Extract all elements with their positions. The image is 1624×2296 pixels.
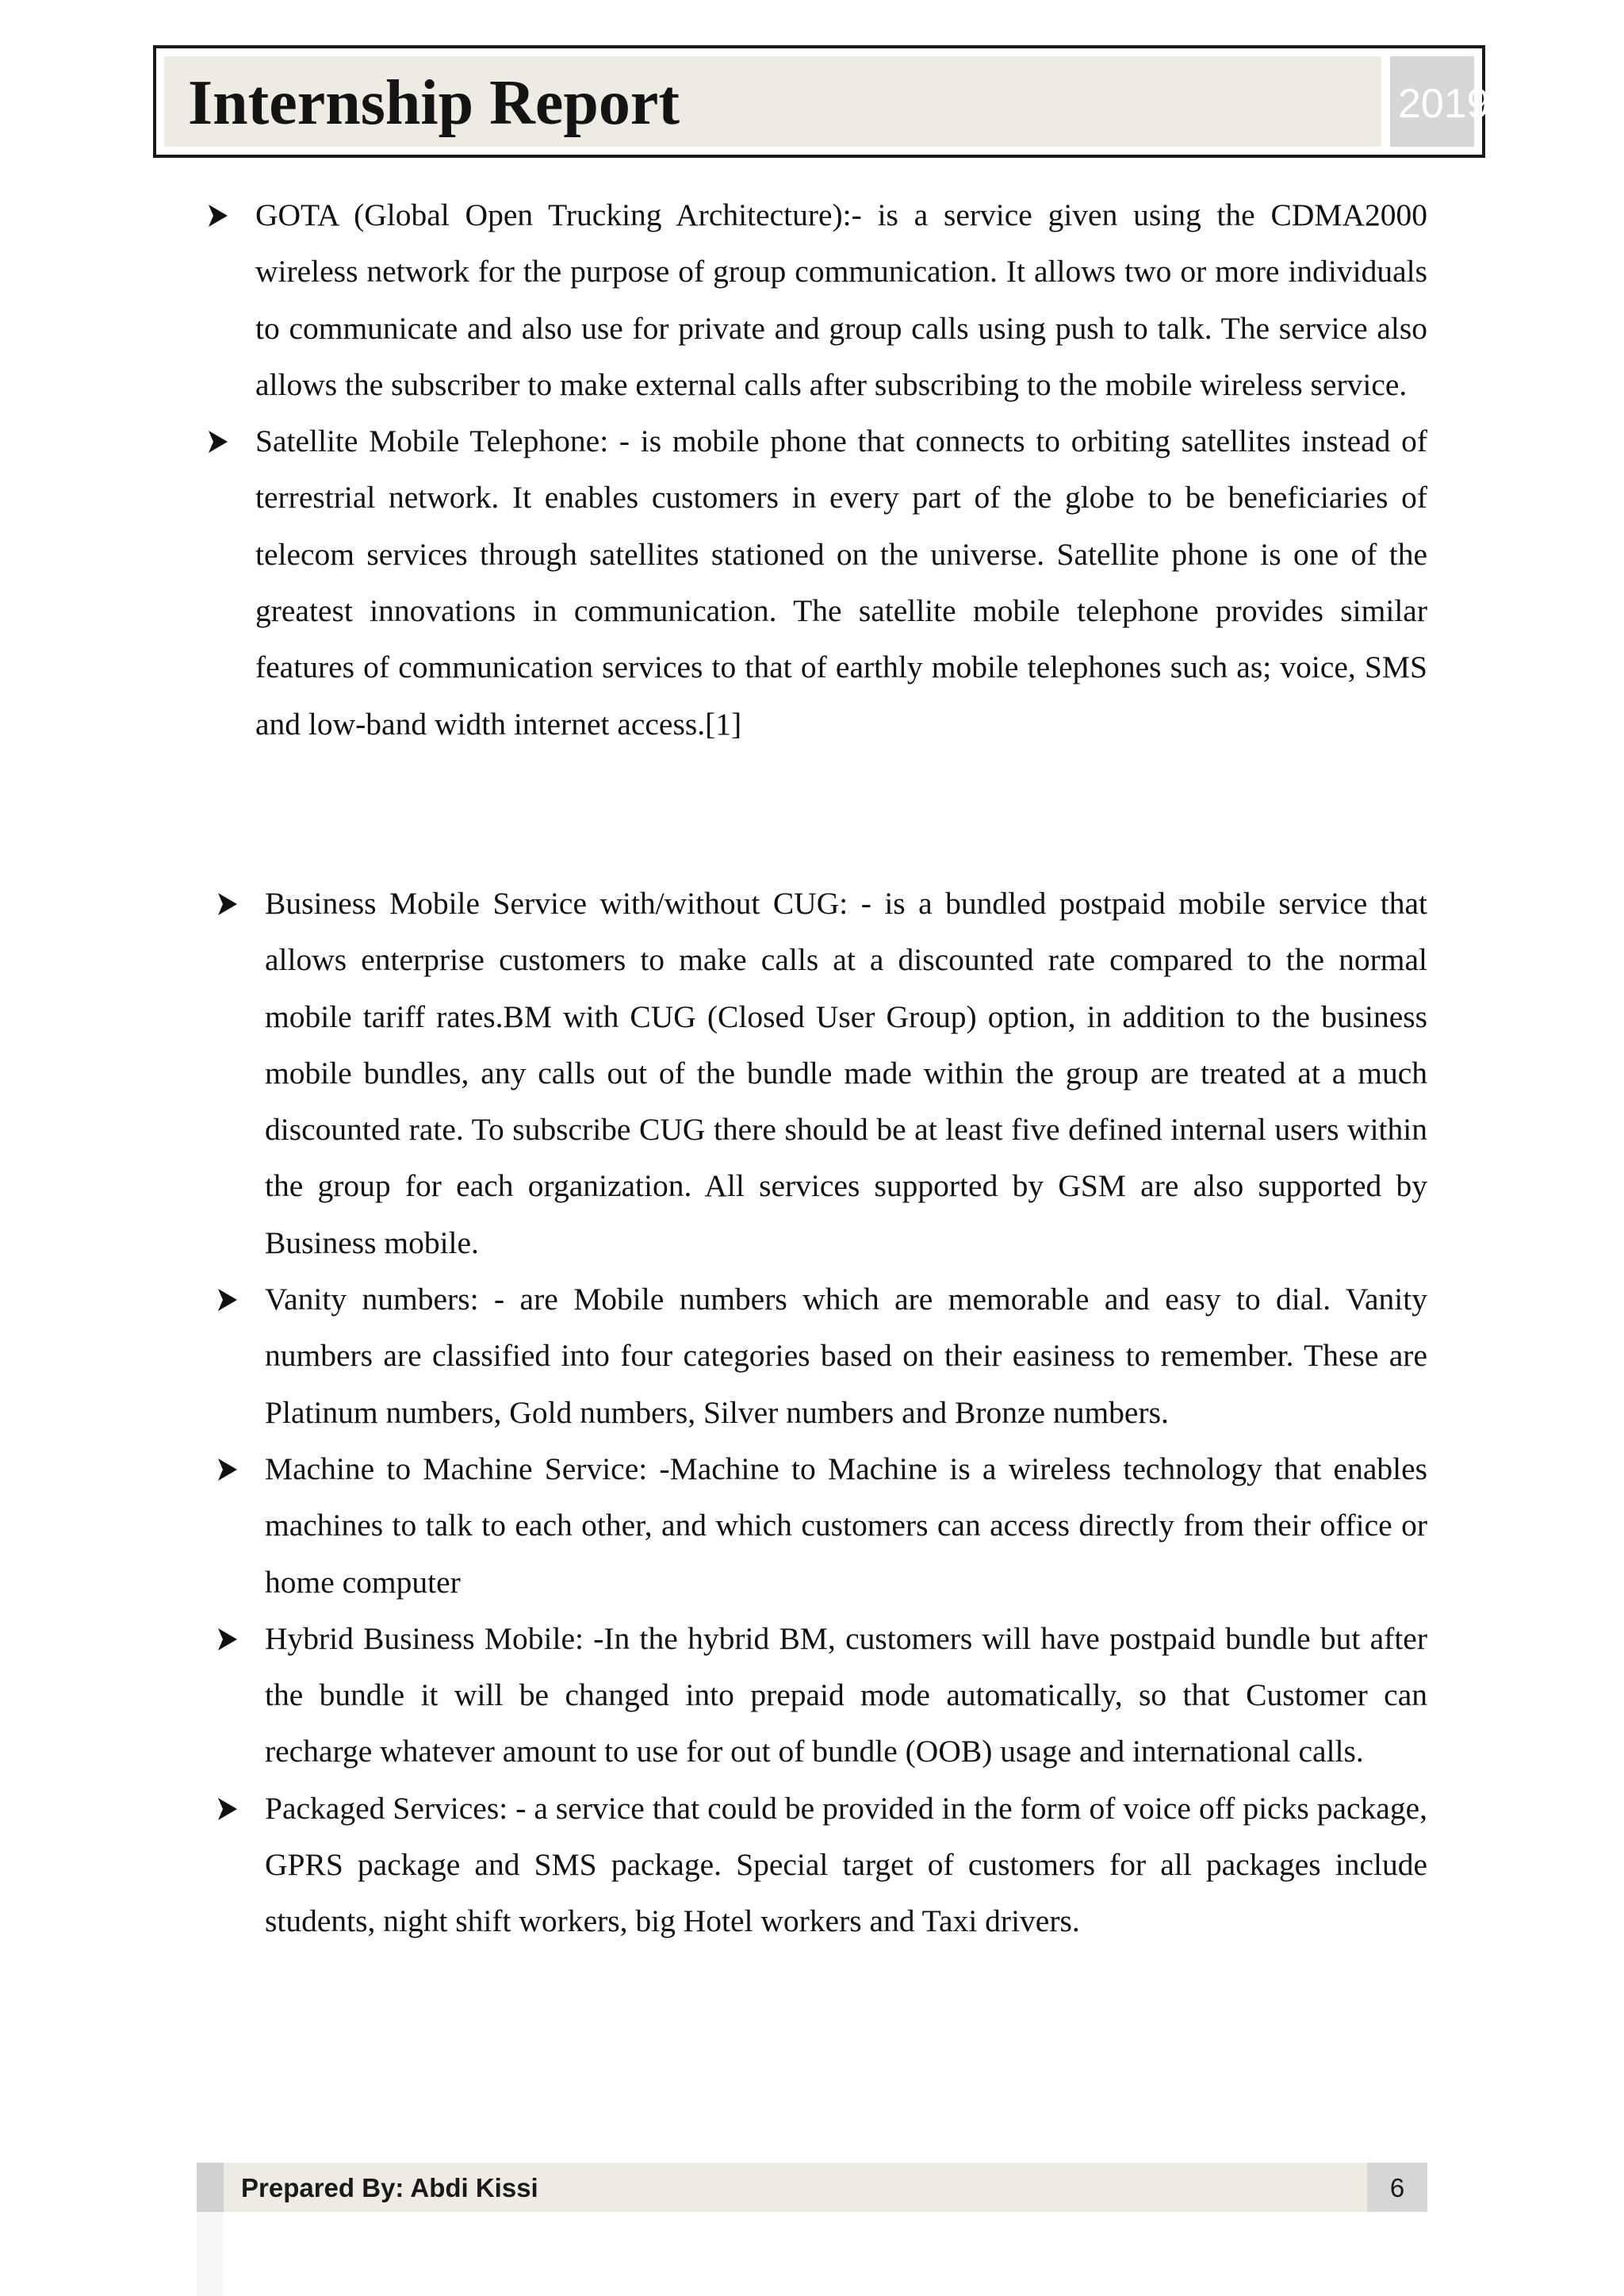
footer-page-box xyxy=(1367,2163,1427,2212)
bullet-text: Machine to Machine Service: -Machine to Machine is a wireless technology that enables machines to talk to each other, and which customers can access directly from their office or home computer xyxy=(265,1451,1427,1600)
footer-prepared-by: Prepared By: Abdi Kissi xyxy=(241,2173,538,2202)
footer-accent-shadow xyxy=(197,2212,224,2296)
bullet-item-satellite-mobile xyxy=(206,413,1427,753)
bullet-text: Packaged Services: - a service that could be provided in the form of voice off picks package, GPRS package and SMS package. Special target of customers for all packages include students, night shift workers, big Hotel workers and Taxi drivers. xyxy=(265,1790,1427,1939)
bullet-list-services-2 xyxy=(216,876,1427,1950)
bullet-item-business-mobile xyxy=(216,876,1427,1271)
arrowhead-bullet-icon xyxy=(216,1611,247,1667)
arrowhead-bullet-icon xyxy=(216,1441,247,1497)
document-year: 2019 xyxy=(1398,81,1490,127)
bullet-text: GOTA (Global Open Trucking Architecture):- is a service given using the CDMA2000 wireless network for the purpose of group communication. It allows two or more individuals to communicate and also use for private and group calls using push to talk. The service also allows the subscriber to make external calls after subscribing to the mobile wireless service. xyxy=(255,197,1427,402)
arrowhead-bullet-icon xyxy=(216,1780,247,1837)
header-title-box xyxy=(164,56,1381,147)
page-header xyxy=(153,45,1490,158)
page-number: 6 xyxy=(1389,2173,1405,2202)
header-year-box xyxy=(1390,56,1490,147)
footer-accent-bar xyxy=(197,2163,224,2212)
arrowhead-bullet-icon xyxy=(216,876,247,932)
bullet-text: Vanity numbers: - are Mobile numbers which are memorable and easy to dial. Vanity numbers are classified into four categories based on their easiness to remember. These are Platinum numbers, Gold numbers, Silver numbers and Bronze numbers. xyxy=(265,1282,1427,1430)
bullet-item-hybrid-business-mobile xyxy=(216,1611,1427,1780)
bullet-text: Hybrid Business Mobile: -In the hybrid BM, customers will have postpaid bundle but after the bundle it will be changed into prepaid mode automatically, so that Customer can recharge whatever amount to use for out of bundle (OOB) usage and international calls. xyxy=(265,1620,1427,1769)
bullet-item-vanity-numbers xyxy=(216,1271,1427,1441)
bullet-item-gota xyxy=(206,187,1427,413)
arrowhead-bullet-icon xyxy=(216,1271,247,1328)
page-footer xyxy=(197,2163,1427,2212)
bullet-text: Satellite Mobile Telephone: - is mobile phone that connects to orbiting satellites instead of terrestrial network. It enables customers in every part of the globe to be beneficiaries of telecom services through satellites stationed on the universe. Satellite phone is one of the greatest innovations in communication. The satellite mobile telephone provides similar features of communication services to that of earthly mobile telephones such as; voice, SMS and low-band width internet access.[1] xyxy=(255,424,1427,742)
bullet-text: Business Mobile Service with/without CUG: - is a bundled postpaid mobile service that allows enterprise customers to make calls at a discounted rate compared to the normal mobile tariff rates.BM with CUG (Closed User Group) option, in addition to the business mobile bundles, any calls out of the bundle made within the group are treated at a much discounted rate. To subscribe CUG there should be at least five defined internal users within the group for each organization. All services supported by GSM are also supported by Business mobile. xyxy=(265,886,1427,1260)
bullet-list-services-1 xyxy=(206,187,1427,753)
arrowhead-bullet-icon xyxy=(206,187,238,243)
document-title: Internship Report xyxy=(188,68,680,138)
bullet-item-machine-to-machine xyxy=(216,1441,1427,1611)
arrowhead-bullet-icon xyxy=(206,413,238,470)
bullet-item-packaged-services xyxy=(216,1780,1427,1950)
